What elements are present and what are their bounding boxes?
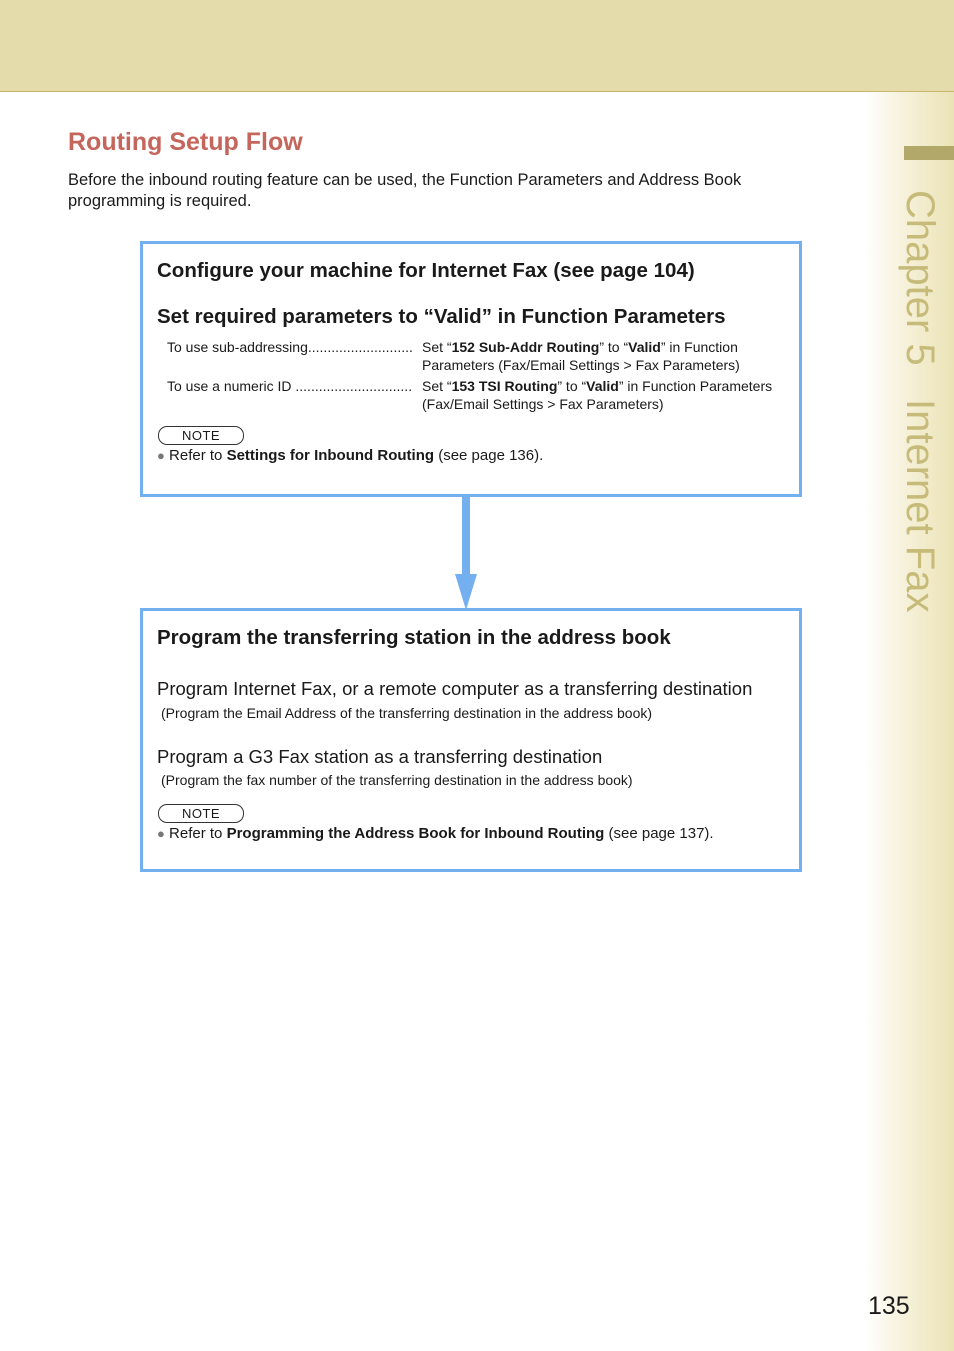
flow-arrow-down-icon xyxy=(443,497,489,612)
note-badge: NOTE xyxy=(158,426,244,445)
note-badge: NOTE xyxy=(158,804,244,823)
chapter-number: Chapter 5 xyxy=(898,190,942,366)
item-internet-fax-detail: (Program the Email Address of the transferring destination in the address book) xyxy=(161,705,653,721)
note-text: ● Refer to Settings for Inbound Routing (see page 136). xyxy=(157,447,544,464)
item-g3-fax: Program a G3 Fax station as a transferring destination xyxy=(157,746,603,767)
chapter-title: Internet Fax xyxy=(898,399,942,613)
param-row-value: Set “153 TSI Routing” to “Valid” in Function Parameters (Fax/Email Settings > Fax Parameters) xyxy=(422,378,773,412)
step1-heading-configure: Configure your machine for Internet Fax (see page 104) xyxy=(157,259,695,282)
note-link-text: Programming the Address Book for Inbound Routing xyxy=(226,825,605,842)
param-row-label: To use a numeric ID .............................. xyxy=(167,378,413,394)
step-box-address-book xyxy=(140,608,802,872)
note-text: ● Refer to Programming the Address Book for Inbound Routing (see page 137). xyxy=(157,825,714,842)
section-intro: Before the inbound routing feature can be used, the Function Parameters and Address Book programming is required. xyxy=(68,171,742,210)
item-internet-fax: Program Internet Fax, or a remote computer as a transferring destination xyxy=(157,678,753,699)
step2-heading: Program the transferring station in the address book xyxy=(157,626,671,649)
item-g3-fax-detail: (Program the fax number of the transferring destination in the address book) xyxy=(161,772,633,788)
page-number: 135 xyxy=(868,1292,910,1320)
chapter-side-label xyxy=(900,190,940,612)
step-box-configure xyxy=(140,241,802,497)
chapter-tab-marker xyxy=(904,146,954,160)
note-link-text: Settings for Inbound Routing xyxy=(226,447,435,464)
param-row-value: Set “152 Sub-Addr Routing” to “Valid” in Function Parameters (Fax/Email Settings > Fax Parameters) xyxy=(422,339,740,373)
section-title: Routing Setup Flow xyxy=(68,128,303,156)
step1-heading-parameters: Set required parameters to “Valid” in Function Parameters xyxy=(157,305,726,328)
param-row-label: To use sub-addressing........................... xyxy=(167,339,413,355)
bullet-icon: ● xyxy=(157,826,165,841)
top-header-band xyxy=(0,0,954,92)
bullet-icon: ● xyxy=(157,448,165,463)
